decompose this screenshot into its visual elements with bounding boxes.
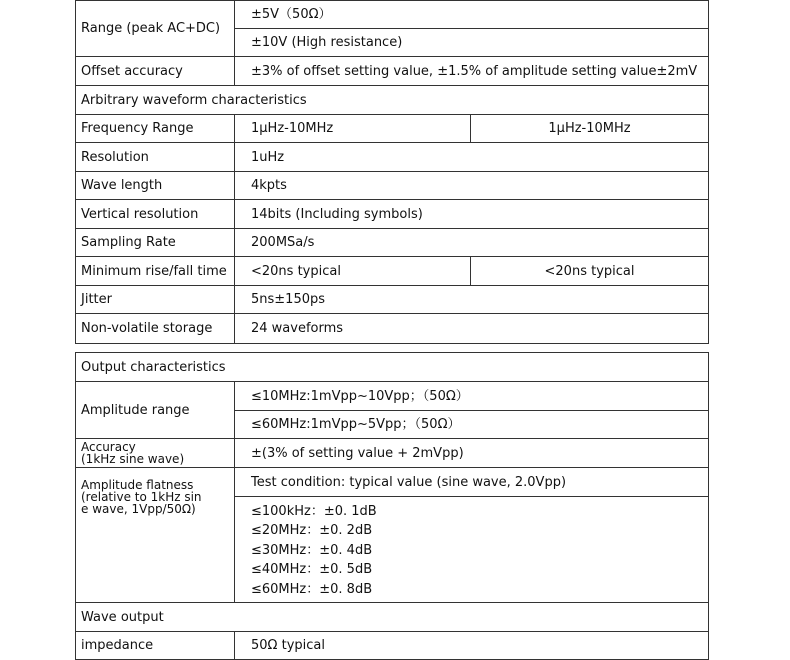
flatness-value-row: ≤40MHz：±0. 5dB [251, 562, 373, 578]
wave-length-value: 4kpts [235, 172, 709, 200]
flatness-condition: Test condition: typical value (sine wave, 2.0Vpp) [235, 468, 709, 497]
rise-label: Minimum rise/fall time [76, 257, 235, 286]
flatness-value-row: ≤30MHz：±0. 4dB [251, 542, 373, 558]
impedance-value: 50Ω typical [235, 632, 709, 660]
accuracy-label-line-2: (1kHz sine wave) [81, 452, 185, 466]
flatness-value-row: ≤100kHz：±0. 1dB [251, 503, 377, 519]
freq-label: Frequency Range [76, 115, 235, 143]
amp-label: Amplitude range [76, 382, 235, 439]
rise-value-1: <20ns typical [235, 257, 471, 286]
srate-value: 200MSa/s [235, 229, 709, 257]
wave-output-header: Wave output [76, 603, 709, 632]
offset-value: ±3% of offset setting value, ±1.5% of amplitude setting value±2mV [235, 57, 709, 86]
jitter-value: 5ns±150ps [235, 286, 709, 314]
amp-value-1: ≤10MHz:1mVpp~10Vpp；（50Ω） [235, 382, 709, 411]
flatness-value-row: ≤60MHz：±0. 8dB [251, 581, 373, 597]
flatness-label [76, 468, 235, 603]
vres-label: Vertical resolution [76, 200, 235, 229]
amp-value-2: ≤60MHz:1mVpp~5Vpp；（50Ω） [235, 411, 709, 439]
range-value-2: ±10V (High resistance) [235, 29, 709, 57]
accuracy-label [76, 439, 235, 468]
jitter-label: Jitter [76, 286, 235, 314]
arb-header: Arbitrary waveform characteristics [76, 86, 709, 115]
impedance-label: impedance [76, 632, 235, 660]
spec-table-arbitrary [75, 0, 709, 344]
accuracy-value: ±(3% of setting value + 2mVpp) [235, 439, 709, 468]
wave-length-label: Wave length [76, 172, 235, 200]
res-value: 1uHz [235, 143, 709, 172]
nv-value: 24 waveforms [235, 314, 709, 344]
accuracy-label-line-1: Accuracy [81, 440, 136, 454]
freq-value-1: 1μHz-10MHz [235, 115, 471, 143]
flatness-label-line-2: (relative to 1kHz sin [81, 490, 202, 504]
vres-value: 14bits (Including symbols) [235, 200, 709, 229]
offset-label: Offset accuracy [76, 57, 235, 86]
range-label: Range (peak AC+DC) [76, 1, 235, 57]
rise-value-2: <20ns typical [471, 257, 709, 286]
res-label: Resolution [76, 143, 235, 172]
flatness-value-row: ≤20MHz：±0. 2dB [251, 523, 373, 539]
freq-value-2: 1μHz-10MHz [471, 115, 709, 143]
flatness-label-line-3: e wave, 1Vpp/50Ω) [81, 502, 196, 516]
srate-label: Sampling Rate [76, 229, 235, 257]
flatness-label-line-1: Amplitude flatness [81, 478, 194, 492]
flatness-values [235, 497, 709, 603]
spec-table-output [75, 352, 709, 660]
range-value-1: ±5V（50Ω） [235, 1, 709, 29]
output-header: Output characteristics [76, 353, 709, 382]
nv-label: Non-volatile storage [76, 314, 235, 344]
